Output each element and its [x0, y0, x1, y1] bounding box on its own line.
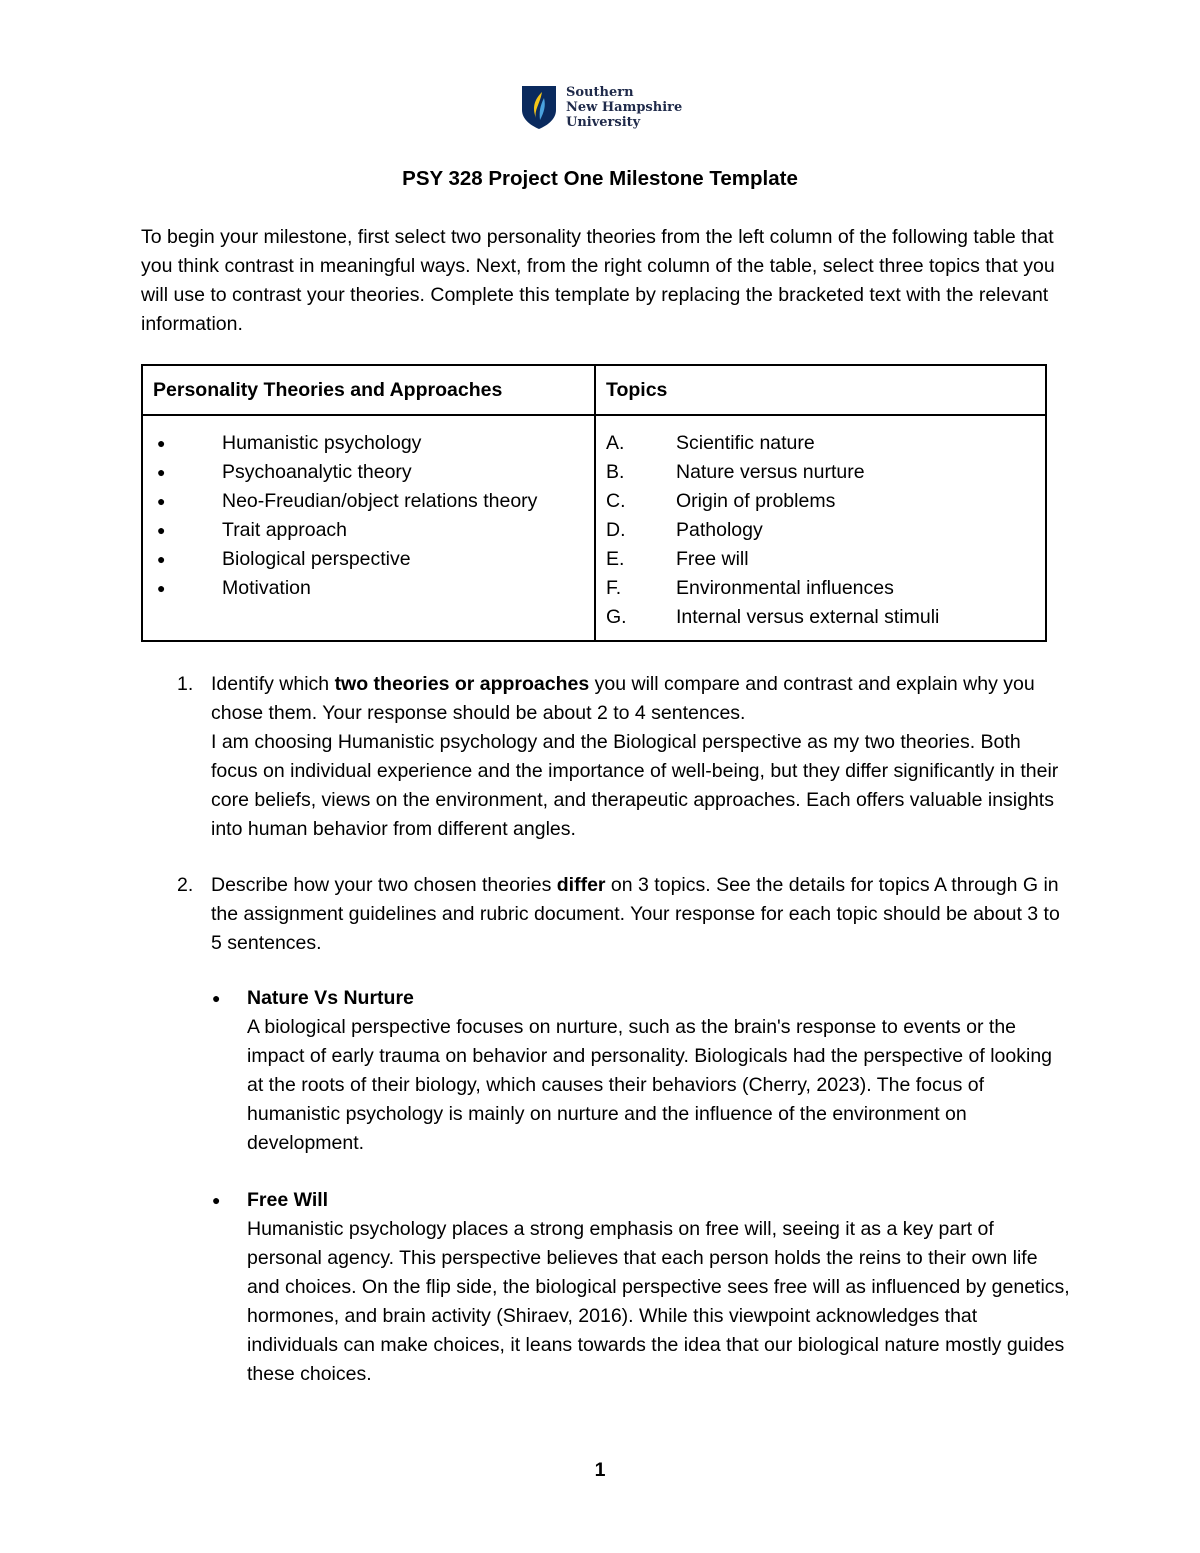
topic-letter: A.	[606, 432, 625, 454]
question-1	[141, 670, 1061, 844]
snhu-logo	[520, 84, 682, 130]
topic-item	[606, 574, 1035, 603]
topic-letter: D.	[606, 519, 626, 541]
bullet-icon: ●	[157, 435, 166, 451]
section-nature-nurture	[212, 984, 1072, 1158]
topic-letter: E.	[606, 548, 625, 570]
list-number: 2.	[177, 874, 194, 896]
section-heading: Free Will	[247, 1189, 329, 1211]
shield-icon	[520, 84, 558, 130]
bullet-icon: ●	[157, 551, 166, 567]
theory-item	[153, 458, 584, 487]
question-2	[141, 871, 1061, 958]
theory-item	[153, 545, 584, 574]
theory-item	[153, 574, 584, 603]
table-header-topics: Topics	[595, 365, 1046, 415]
bullet-icon: ●	[157, 493, 166, 509]
topic-item	[606, 603, 1035, 632]
theory-label: Biological perspective	[222, 548, 411, 570]
theory-item	[153, 487, 584, 516]
question-emphasis: differ	[556, 874, 606, 896]
question-text: you will compare and contrast and explain why you chose them. Your response should be about 2 to 4 sentences.	[211, 673, 1035, 724]
topic-label: Internal versus external stimuli	[676, 606, 940, 628]
theory-item	[153, 516, 584, 545]
list-number: 1.	[177, 673, 194, 695]
topic-letter: F.	[606, 577, 622, 599]
answer-text: I am choosing Humanistic psychology and the Biological perspective as my two theories. Both focus on individual experience and the importance of well-being, but they differ significantly in their core beliefs, views on the environment, and therapeutic approaches. Each offers valuable insights into human behavior from different angles.	[211, 731, 1059, 840]
logo-line: New Hampshire	[566, 99, 683, 115]
topic-label: Nature versus nurture	[676, 461, 865, 483]
topic-label: Origin of problems	[676, 490, 836, 512]
bullet-icon: ●	[212, 1192, 221, 1208]
section-free-will	[212, 1186, 1072, 1389]
question-text: on 3 topics. See the details for topics A through G in the assignment guidelines and rubric document. Your response for each topic should be about 3 to 5 sentences.	[211, 874, 1060, 954]
page-number: 1	[594, 1459, 606, 1481]
section-heading: Nature Vs Nurture	[247, 987, 414, 1009]
topic-letter: B.	[606, 461, 625, 483]
topic-label: Scientific nature	[676, 432, 815, 454]
theories-cell	[142, 415, 595, 641]
topics-cell	[595, 415, 1046, 641]
logo-line: University	[566, 114, 641, 130]
intro-paragraph: To begin your milestone, first select two personality theories from the left column of the following table that you think contrast in meaningful ways. Next, from the right column of the table, select three topics that you will use to contrast your theories. Complete this template by replacing the bracketed text with the relevant information.	[141, 226, 1055, 335]
bullet-icon: ●	[157, 464, 166, 480]
topic-item	[606, 429, 1035, 458]
topic-item	[606, 516, 1035, 545]
question-text: Identify which	[211, 673, 335, 695]
question-text: Describe how your two chosen theories	[211, 874, 557, 896]
topic-label: Environmental influences	[676, 577, 894, 599]
topic-label: Free will	[676, 548, 749, 570]
topic-item	[606, 545, 1035, 574]
topic-item	[606, 458, 1035, 487]
theory-label: Humanistic psychology	[222, 432, 422, 454]
topic-letter: C.	[606, 490, 626, 512]
theory-label: Psychoanalytic theory	[222, 461, 412, 483]
theory-label: Motivation	[222, 577, 311, 599]
theories-topics-table	[141, 364, 1047, 642]
page-title: PSY 328 Project One Milestone Template	[402, 167, 798, 190]
table-header-theories: Personality Theories and Approaches	[142, 365, 595, 415]
topic-item	[606, 487, 1035, 516]
question-emphasis: two theories or approaches	[334, 673, 590, 695]
topic-letter: G.	[606, 606, 627, 628]
section-text: Humanistic psychology places a strong emphasis on free will, seeing it as a key part of personal agency. This perspective believes that each person holds the reins to their own life and choices. On the flip side, the biological perspective sees free will as influenced by genetics, hormones, and brain activity (Shiraev, 2016). While this viewpoint acknowledges that individuals can make choices, it leans towards the idea that our biological nature mostly guides these choices.	[247, 1218, 1070, 1385]
bullet-icon: ●	[157, 580, 166, 596]
bullet-icon: ●	[212, 990, 221, 1006]
bullet-icon: ●	[157, 522, 166, 538]
logo-line: Southern	[566, 84, 634, 100]
theory-item	[153, 429, 584, 458]
section-text: A biological perspective focuses on nurture, such as the brain's response to events or the impact of early trauma on behavior and personality. Biologicals had the perspective of looking at the roots of their biology, which causes their behaviors (Cherry, 2023). The focus of humanistic psychology is mainly on nurture and the influence of the environment on development.	[247, 1016, 1053, 1154]
theory-label: Trait approach	[222, 519, 348, 541]
topic-label: Pathology	[676, 519, 763, 541]
theory-label: Neo-Freudian/object relations theory	[222, 490, 538, 512]
